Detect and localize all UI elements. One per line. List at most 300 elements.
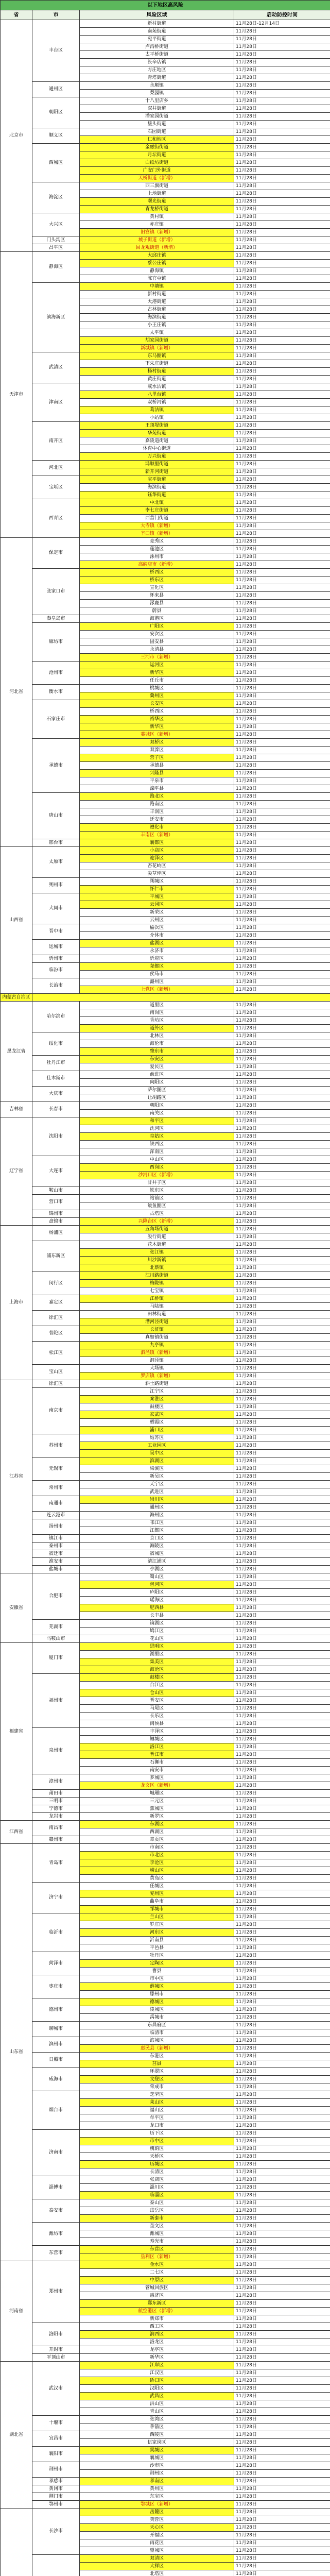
area-cell: 宿城区 xyxy=(80,1550,234,1558)
area-cell: 广阳区 xyxy=(80,623,234,631)
area-cell: 茅箭区 xyxy=(80,2424,234,2431)
table-row xyxy=(1,2091,330,2099)
date-cell: 11月28日 xyxy=(234,136,330,144)
area-cell: 钰华街道 xyxy=(80,492,234,499)
area-cell: 马陆镇 xyxy=(80,1303,234,1311)
date-cell: 11月28日 xyxy=(234,777,330,785)
date-cell: 11月28日 xyxy=(234,2053,330,2060)
city-cell: 孝感市 xyxy=(32,2478,80,2485)
area-cell: 武昌区 xyxy=(80,2393,234,2400)
date-cell: 11月28日 xyxy=(234,1836,330,1844)
date-cell: 11月28日 xyxy=(234,337,330,345)
date-cell: 11月28日 xyxy=(234,824,330,832)
area-cell: 通州区 xyxy=(80,1504,234,1512)
date-cell: 11月28日 xyxy=(234,1713,330,1720)
area-cell: 南关区 xyxy=(80,1110,234,1117)
area-cell: 滕州市 xyxy=(80,1991,234,1998)
date-cell: 11月28日 xyxy=(234,1311,330,1318)
date-cell: 11月28日 xyxy=(234,1558,330,1566)
city-cell: 盐城市 xyxy=(32,1566,80,1573)
date-cell: 11月28日 xyxy=(234,2037,330,2045)
date-cell: 11月28日 xyxy=(234,1658,330,1666)
date-cell: 11月28日 xyxy=(234,2509,330,2516)
date-cell: 11月28日 xyxy=(234,978,330,986)
area-cell: 樊城区 xyxy=(80,2447,234,2454)
table-row xyxy=(1,2431,330,2439)
city-cell: 盘锦市 xyxy=(32,1218,80,1226)
date-cell: 11月28日 xyxy=(234,1280,330,1287)
area-cell: 涿鹿县 xyxy=(80,600,234,607)
city-cell: 宝坻区 xyxy=(32,476,80,499)
city-cell: 晋中市 xyxy=(32,924,80,940)
table-row xyxy=(1,1975,330,1983)
area-cell: 下朱庄街道 xyxy=(80,360,234,368)
date-cell: 11月28日 xyxy=(234,1357,330,1365)
date-cell: 11月28日 xyxy=(234,1148,330,1156)
date-cell: 11月28日 xyxy=(234,2107,330,2114)
date-cell: 11月28日 xyxy=(234,1040,330,1048)
area-cell: 新罗区 xyxy=(80,1813,234,1821)
city-cell: 河北区 xyxy=(32,461,80,476)
area-cell: 小站镇 xyxy=(80,414,234,422)
table-row xyxy=(1,2501,330,2509)
area-cell: 嘉陵道街道 xyxy=(80,437,234,445)
area-cell: 江都区 xyxy=(80,1527,234,1535)
date-cell: 11月28日 xyxy=(234,1828,330,1836)
date-cell: 11月28日 xyxy=(234,2369,330,2377)
province-cell: 天津市 xyxy=(1,252,32,538)
city-cell: 连云港市 xyxy=(32,1512,80,1519)
city-cell: 青岛市 xyxy=(32,1844,80,1883)
city-cell: 聊城市 xyxy=(32,2022,80,2037)
table-row xyxy=(1,1635,330,1643)
area-cell: 浦口区 xyxy=(80,1427,234,1434)
date-cell: 11月28日 xyxy=(234,1419,330,1427)
table-row xyxy=(1,2354,330,2362)
date-cell: 11月28日 xyxy=(234,1087,330,1094)
date-cell: 11月28日 xyxy=(234,1172,330,1179)
date-cell: 11月28日 xyxy=(234,932,330,940)
date-cell: 11月28日 xyxy=(234,832,330,839)
area-cell: 栖霞区 xyxy=(80,1419,234,1427)
date-cell: 11月28日 xyxy=(234,2161,330,2168)
area-cell: 航空港区（新增） xyxy=(80,2308,234,2315)
area-cell: 新城镇（新增） xyxy=(80,345,234,352)
area-cell: 大祥区 xyxy=(80,2563,234,2570)
table-row xyxy=(1,1836,330,1844)
table-row xyxy=(1,144,330,151)
city-cell: 哈尔滨市 xyxy=(32,1002,80,1032)
date-cell: 11月28日 xyxy=(234,1141,330,1148)
city-cell: 津南区 xyxy=(32,383,80,422)
date-cell: 11月28日 xyxy=(234,1195,330,1202)
date-cell: 11月28日 xyxy=(234,1852,330,1859)
area-cell: 李七庄街道 xyxy=(80,507,234,515)
date-cell: 11月28日 xyxy=(234,1759,330,1767)
date-cell: 11月28日 xyxy=(234,2539,330,2547)
area-cell: 盐湖区 xyxy=(80,940,234,947)
date-cell: 11月28日 xyxy=(234,2083,330,2091)
date-cell: 11月28日 xyxy=(234,484,330,492)
area-cell: 大邱庄镇 xyxy=(80,252,234,260)
table-row xyxy=(1,499,330,507)
area-cell: 集美区 xyxy=(80,1658,234,1666)
city-cell: 大庆市 xyxy=(32,1087,80,1102)
date-cell: 11月28日 xyxy=(234,1898,330,1906)
area-cell: 禹城市 xyxy=(80,2014,234,2022)
area-cell: 荣成市 xyxy=(80,2083,234,2091)
province-cell: 山东省 xyxy=(1,1844,32,2261)
table-row xyxy=(1,2346,330,2354)
area-cell: 忻府区 xyxy=(80,955,234,963)
table-row xyxy=(1,1218,330,1226)
city-cell: 镇江市 xyxy=(32,1535,80,1543)
area-cell: 邹城市 xyxy=(80,1906,234,1913)
area-cell: 路北区 xyxy=(80,793,234,801)
table-row xyxy=(1,2509,330,2516)
table-row xyxy=(1,2323,330,2331)
area-cell: 真如镇街道 xyxy=(80,1334,234,1342)
area-cell: 莒县 xyxy=(80,2060,234,2068)
table-row xyxy=(1,1558,330,1566)
date-cell: 11月28日 xyxy=(234,1102,330,1110)
area-cell: 长清区 xyxy=(80,2168,234,2176)
area-cell: 西工区 xyxy=(80,2323,234,2331)
date-cell: 11月28日 xyxy=(234,522,330,530)
date-cell: 11月28日 xyxy=(234,1697,330,1705)
area-cell: 滨湖区 xyxy=(80,1458,234,1465)
city-cell: 莆田市 xyxy=(32,1790,80,1798)
date-cell: 11月28日 xyxy=(234,685,330,692)
city-cell: 静海区 xyxy=(32,252,80,283)
area-cell: 鼓楼区 xyxy=(80,1674,234,1682)
date-cell: 11月28日 xyxy=(234,1620,330,1628)
area-cell: 双桥河镇 xyxy=(80,399,234,406)
area-cell: 天桥街道（新增） xyxy=(80,175,234,182)
date-cell: 11月28日 xyxy=(234,105,330,113)
date-cell: 11月28日 xyxy=(234,1952,330,1960)
date-cell: 11月28日 xyxy=(234,723,330,731)
table-row xyxy=(1,2053,330,2060)
area-cell: 中原区 xyxy=(80,2277,234,2284)
city-cell: 龙岩市 xyxy=(32,1813,80,1821)
date-cell: 11月28日 xyxy=(234,1929,330,1937)
area-cell: 高碑店市（新增） xyxy=(80,561,234,569)
date-cell: 11月28日 xyxy=(234,1527,330,1535)
area-cell: 襄都区 xyxy=(80,839,234,847)
date-cell: 11月28日 xyxy=(234,1844,330,1852)
date-cell: 11月28日 xyxy=(234,607,330,615)
area-cell: 太平桥街道 xyxy=(80,51,234,59)
table-row xyxy=(1,1550,330,1558)
area-cell: 固安县 xyxy=(80,638,234,646)
date-cell: 11月28日 xyxy=(234,2493,330,2501)
area-cell: 裕华区 xyxy=(80,716,234,723)
area-cell: 闽侯县 xyxy=(80,1720,234,1728)
table-row xyxy=(1,2485,330,2493)
table-row xyxy=(1,1774,330,1782)
table-row xyxy=(1,1226,330,1233)
date-cell: 11月28日 xyxy=(234,2223,330,2230)
date-cell: 11月28日 xyxy=(234,816,330,824)
area-cell: 桥西区 xyxy=(80,569,234,577)
date-cell: 11月28日 xyxy=(234,1519,330,1527)
date-cell: 11月28日 xyxy=(234,2091,330,2099)
date-cell: 11月28日 xyxy=(234,808,330,816)
area-cell: 宣化区 xyxy=(80,584,234,592)
header-area: 风险区域 xyxy=(80,10,234,20)
date-cell: 11月28日 xyxy=(234,1968,330,1975)
date-cell: 11月28日 xyxy=(234,1666,330,1674)
area-cell: 体育中心街道 xyxy=(80,445,234,453)
date-cell: 11月28日-12月14日 xyxy=(234,20,330,28)
area-cell: 芝罘区 xyxy=(80,2091,234,2099)
area-cell: 青龙桥街道 xyxy=(80,206,234,213)
date-cell: 11月28日 xyxy=(234,260,330,267)
table-row xyxy=(1,2362,330,2369)
date-cell: 11月28日 xyxy=(234,1396,330,1403)
table-row xyxy=(1,20,330,28)
area-cell: 洛江区 xyxy=(80,1743,234,1751)
city-cell: 门头沟区 xyxy=(32,236,80,244)
date-cell: 11月28日 xyxy=(234,2362,330,2369)
area-cell: 肥西县 xyxy=(80,1604,234,1612)
area-cell: 永清县 xyxy=(80,646,234,654)
date-cell: 11月28日 xyxy=(234,739,330,747)
date-cell: 11月28日 xyxy=(234,376,330,383)
date-cell: 11月28日 xyxy=(234,2292,330,2300)
city-cell: 普陀区 xyxy=(32,1326,80,1342)
date-cell: 11月28日 xyxy=(234,406,330,414)
date-cell: 11月28日 xyxy=(234,708,330,716)
date-cell: 11月28日 xyxy=(234,2424,330,2431)
table-row xyxy=(1,128,330,136)
province-cell: 河北省 xyxy=(1,538,32,847)
area-cell: 向阳区 xyxy=(80,1079,234,1087)
city-cell: 三明市 xyxy=(32,1798,80,1805)
area-cell: 黄庄街道 xyxy=(80,376,234,383)
area-cell: 牟平区 xyxy=(80,2114,234,2122)
table-row xyxy=(1,569,330,577)
date-cell: 11月28日 xyxy=(234,2300,330,2308)
area-cell: 九亭镇 xyxy=(80,1342,234,1349)
area-cell: 杏花岭区 xyxy=(80,862,234,870)
area-cell: 小王庄镇 xyxy=(80,321,234,329)
band-filler xyxy=(32,994,330,1002)
date-cell: 11月28日 xyxy=(234,917,330,924)
date-cell: 11月28日 xyxy=(234,870,330,878)
city-cell: 宿迁市 xyxy=(32,1550,80,1558)
city-cell: 太原市 xyxy=(32,847,80,878)
date-cell: 11月28日 xyxy=(234,1883,330,1890)
date-cell: 11月28日 xyxy=(234,507,330,515)
area-cell: 滨城区 xyxy=(80,2037,234,2045)
date-cell: 11月28日 xyxy=(234,1890,330,1898)
city-cell: 张家口市 xyxy=(32,569,80,615)
city-cell: 廊坊市 xyxy=(32,623,80,662)
area-cell: 梁溪区 xyxy=(80,1465,234,1473)
table-row xyxy=(1,1535,330,1543)
city-cell: 保定市 xyxy=(32,538,80,569)
area-cell: 泗泾镇（新增） xyxy=(80,1349,234,1357)
table-row xyxy=(1,1071,330,1079)
date-cell: 11月28日 xyxy=(234,1210,330,1218)
table-row xyxy=(1,383,330,391)
area-cell: 青山区 xyxy=(80,2408,234,2416)
date-cell: 11月28日 xyxy=(234,1063,330,1071)
city-cell: 武汉市 xyxy=(32,2362,80,2416)
area-cell: 伍家岗区 xyxy=(80,2439,234,2447)
table-row xyxy=(1,615,330,623)
date-cell: 11月28日 xyxy=(234,213,330,221)
date-cell: 11月28日 xyxy=(234,1442,330,1450)
area-cell: 川沙新镇 xyxy=(80,1257,234,1264)
date-cell: 11月28日 xyxy=(234,2547,330,2555)
city-cell: 平顶山市 xyxy=(32,2354,80,2362)
date-cell: 11月28日 xyxy=(234,2099,330,2107)
date-cell: 11月28日 xyxy=(234,731,330,739)
province-cell: 福建省 xyxy=(1,1643,32,1821)
area-cell: 管城回族区 xyxy=(80,2284,234,2292)
date-cell: 11月28日 xyxy=(234,2138,330,2145)
date-cell: 11月28日 xyxy=(234,2006,330,2014)
area-cell: 黄岛区 xyxy=(80,1875,234,1883)
area-cell: 斜土路街道 xyxy=(80,1380,234,1388)
area-cell: 海伦市 xyxy=(80,1040,234,1048)
area-cell: 崇川区 xyxy=(80,1496,234,1504)
date-cell: 11月28日 xyxy=(234,2346,330,2354)
area-cell: 尧都区 xyxy=(80,963,234,971)
date-cell: 11月28日 xyxy=(234,51,330,59)
table-row xyxy=(1,1002,330,1009)
city-cell: 忻州市 xyxy=(32,955,80,963)
table-row xyxy=(1,2130,330,2138)
area-cell: 邗江区 xyxy=(80,1519,234,1527)
area-cell: 遵化市 xyxy=(80,824,234,832)
area-cell: 曲阜市 xyxy=(80,1898,234,1906)
province-cell: 江苏省 xyxy=(1,1380,32,1573)
area-cell: 开福区 xyxy=(80,2532,234,2539)
area-cell: 海陵区 xyxy=(80,1543,234,1550)
area-cell: 江桥镇 xyxy=(80,1295,234,1303)
date-cell: 11月28日 xyxy=(234,399,330,406)
city-cell: 嘉定区 xyxy=(32,1295,80,1311)
date-cell: 11月28日 xyxy=(234,2393,330,2400)
date-cell: 11月28日 xyxy=(234,36,330,43)
city-cell: 济宁市 xyxy=(32,1883,80,1913)
area-cell: 新村街道 xyxy=(80,20,234,28)
table-row xyxy=(1,283,330,291)
area-cell: 北塔区 xyxy=(80,2570,234,2576)
table-row xyxy=(1,1883,330,1890)
area-cell: 青塔街道 xyxy=(80,74,234,82)
province-cell: 北京市 xyxy=(1,20,32,252)
city-cell: 徐汇区 xyxy=(32,1311,80,1326)
city-cell: 洛阳市 xyxy=(32,2323,80,2346)
date-cell: 11月28日 xyxy=(234,229,330,236)
date-cell: 11月28日 xyxy=(234,1009,330,1017)
date-cell: 11月28日 xyxy=(234,2184,330,2192)
area-cell: 三河市（新增） xyxy=(80,654,234,662)
province-cell: 安徽省 xyxy=(1,1573,32,1643)
table-row xyxy=(1,847,330,855)
date-cell: 11月28日 xyxy=(234,1295,330,1303)
area-cell: 鲤城区 xyxy=(80,1736,234,1743)
date-cell: 11月28日 xyxy=(234,2501,330,2509)
table-row xyxy=(1,2261,330,2269)
area-cell: 洪山区 xyxy=(80,2400,234,2408)
area-cell: 城厢区 xyxy=(80,1790,234,1798)
date-cell: 11月28日 xyxy=(234,2563,330,2570)
area-cell: 金水区 xyxy=(80,2261,234,2269)
date-cell: 11月28日 xyxy=(234,2516,330,2524)
date-cell: 11月28日 xyxy=(234,1496,330,1504)
date-cell: 11月28日 xyxy=(234,1643,330,1651)
city-cell: 南昌市 xyxy=(32,1821,80,1836)
area-cell: 惠济区 xyxy=(80,2292,234,2300)
table-row xyxy=(1,352,330,360)
date-cell: 11月28日 xyxy=(234,1465,330,1473)
area-cell: 新吴区 xyxy=(80,1473,234,1481)
city-cell: 营口市 xyxy=(32,1195,80,1210)
area-cell: 黄村镇 xyxy=(80,213,234,221)
date-cell: 11月28日 xyxy=(234,499,330,507)
date-cell: 11月28日 xyxy=(234,1813,330,1821)
date-cell: 11月28日 xyxy=(234,1032,330,1040)
date-cell: 11月28日 xyxy=(234,747,330,754)
area-cell: 石园街道 xyxy=(80,128,234,136)
table-row xyxy=(1,1087,330,1094)
date-cell: 11月28日 xyxy=(234,1272,330,1280)
area-cell: 垡头街道 xyxy=(80,121,234,128)
date-cell: 11月28日 xyxy=(234,28,330,36)
city-cell: 东营市 xyxy=(32,2246,80,2261)
date-cell: 11月28日 xyxy=(234,298,330,306)
area-cell: 荆州区 xyxy=(80,2470,234,2478)
date-cell: 11月28日 xyxy=(234,275,330,283)
area-cell: 西湖区 xyxy=(80,1828,234,1836)
date-cell: 11月28日 xyxy=(234,329,330,337)
area-cell: 薛城区 xyxy=(80,1983,234,1991)
area-cell: 吴中区 xyxy=(80,1450,234,1458)
area-cell: 罗店镇（新增） xyxy=(80,1372,234,1380)
city-cell: 荆门市 xyxy=(32,2493,80,2501)
city-cell: 长沙市 xyxy=(32,2509,80,2555)
date-cell: 11月28日 xyxy=(234,1736,330,1743)
province-cell xyxy=(1,2509,32,2576)
table-row xyxy=(1,739,330,747)
date-cell: 11月28日 xyxy=(234,113,330,121)
table-row xyxy=(1,2462,330,2470)
area-cell: 镜湖区 xyxy=(80,1620,234,1628)
date-cell: 11月28日 xyxy=(234,971,330,978)
area-cell: 武进区 xyxy=(80,1488,234,1496)
date-cell: 11月28日 xyxy=(234,662,330,669)
date-cell: 11月28日 xyxy=(234,306,330,314)
date-cell: 11月28日 xyxy=(234,437,330,445)
city-cell: 苏州市 xyxy=(32,1434,80,1458)
area-cell: 宛平街道 xyxy=(80,36,234,43)
date-cell: 11月28日 xyxy=(234,2045,330,2053)
table-row xyxy=(1,1728,330,1736)
area-cell: 清江浦区 xyxy=(80,1558,234,1566)
date-cell: 11月28日 xyxy=(234,2570,330,2576)
table-row xyxy=(1,662,330,669)
area-cell: 潘家园街道 xyxy=(80,113,234,121)
date-cell: 11月28日 xyxy=(234,1434,330,1442)
city-cell xyxy=(32,2555,80,2576)
date-cell: 11月28日 xyxy=(234,2238,330,2246)
